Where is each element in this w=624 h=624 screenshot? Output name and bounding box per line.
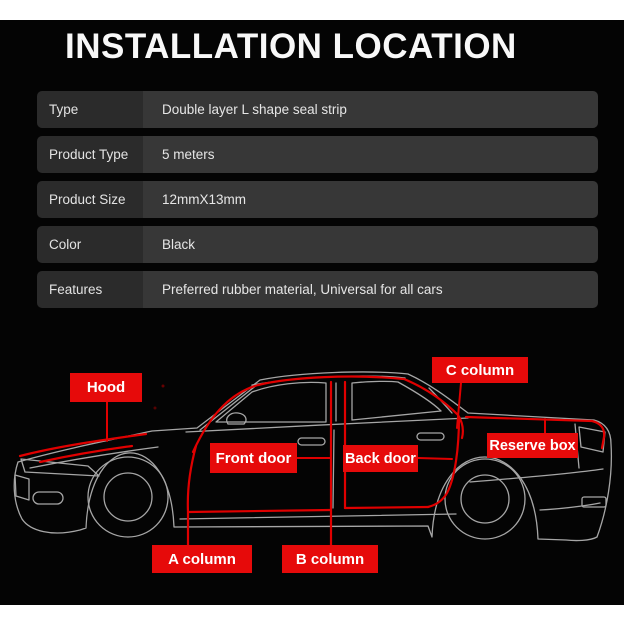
label-front-door: Front door <box>210 443 297 473</box>
rear-wheel-rim <box>461 475 509 523</box>
spec-table <box>37 91 598 316</box>
label-a-column: A column <box>152 545 252 573</box>
rocker-line <box>180 514 456 519</box>
speck <box>154 407 157 410</box>
spec-row-color <box>37 226 598 263</box>
fog-light <box>33 492 63 504</box>
spec-label: Color <box>37 226 143 263</box>
label-c-column: C column <box>432 357 528 383</box>
grille <box>15 475 29 500</box>
spec-label: Type <box>37 91 143 128</box>
seal-back-door-edge <box>428 417 459 507</box>
spec-label: Product Size <box>37 181 143 218</box>
beltline <box>186 418 468 432</box>
page-title: INSTALLATION LOCATION <box>65 27 517 66</box>
front-door-handle <box>298 438 325 445</box>
spec-value: 5 meters <box>143 136 598 173</box>
seal-front-door-bottom <box>188 510 331 512</box>
label-back-door: Back door <box>343 445 418 472</box>
spec-value: Black <box>143 226 598 263</box>
spec-value: Double layer L shape seal strip <box>143 91 598 128</box>
label-reserve-box: Reserve box <box>487 433 578 458</box>
label-b-column: B column <box>282 545 378 573</box>
front-wheel-rim <box>104 473 152 521</box>
spec-label: Features <box>37 271 143 308</box>
spec-row-features <box>37 271 598 308</box>
spec-value: Preferred rubber material, Universal for all cars <box>143 271 598 308</box>
spec-row-product-size <box>37 181 598 218</box>
seal-back-door-bottom <box>345 507 428 508</box>
speck <box>162 385 165 388</box>
spec-value: 12mmX13mm <box>143 181 598 218</box>
back-door-handle <box>417 433 444 440</box>
spec-row-type <box>37 91 598 128</box>
front-window <box>216 382 326 422</box>
spec-label: Product Type <box>37 136 143 173</box>
seal-window-frame <box>193 377 463 452</box>
door-gap <box>333 430 334 508</box>
seal-a-pillar-and-leader <box>188 446 196 545</box>
rear-window <box>352 381 441 420</box>
front-wheel <box>88 457 168 537</box>
leader-back-door <box>418 458 452 459</box>
spec-row-product-type <box>37 136 598 173</box>
label-hood: Hood <box>70 373 142 402</box>
rear-wheel <box>445 459 525 539</box>
